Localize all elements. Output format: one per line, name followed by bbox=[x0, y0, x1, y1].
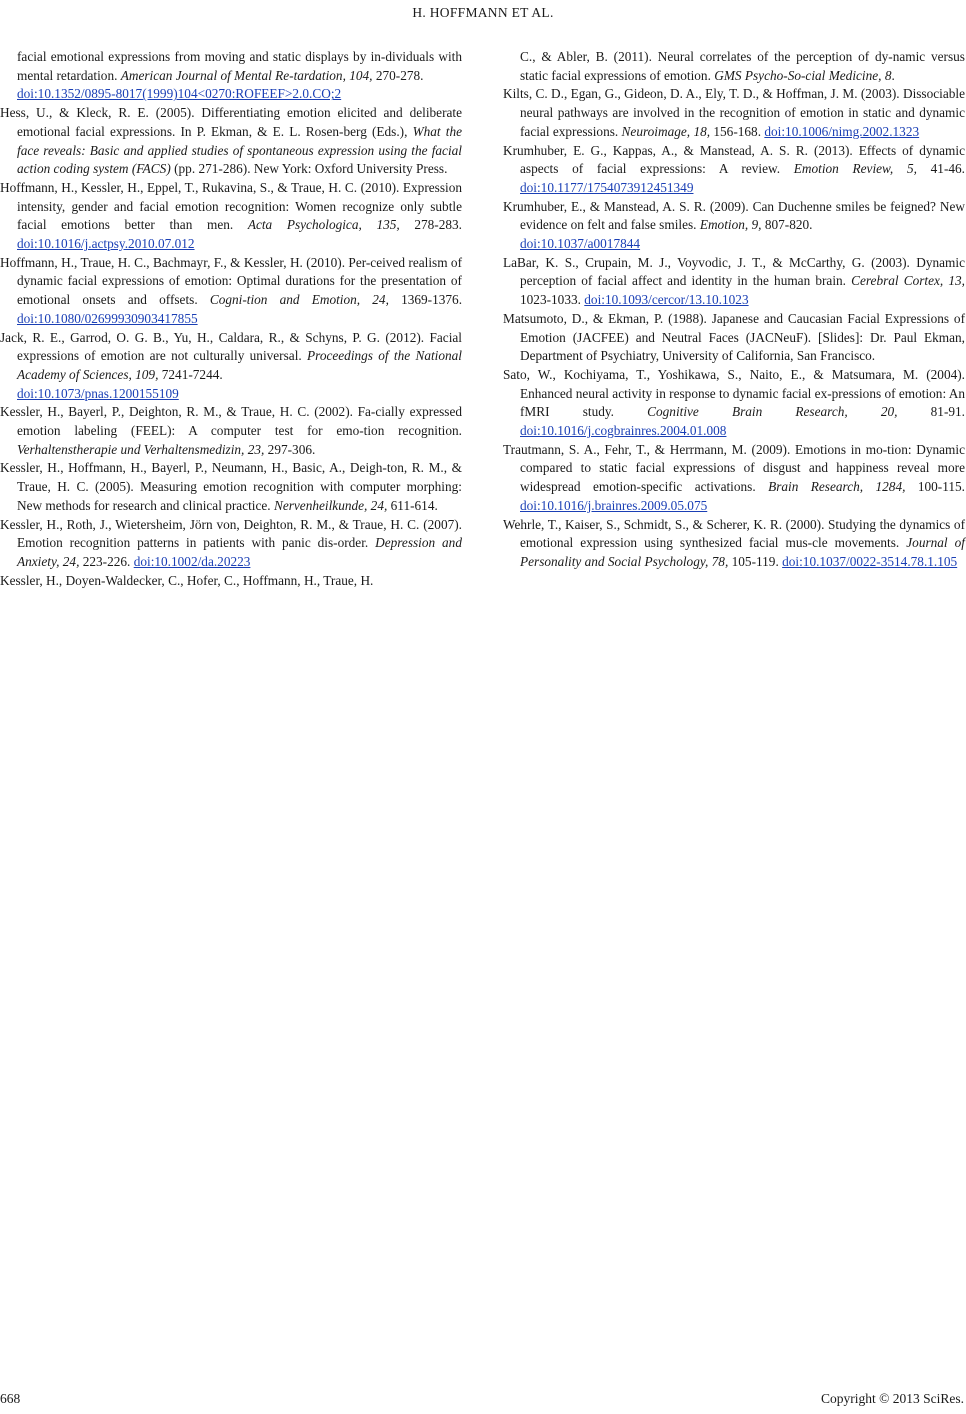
reference-text: C., & Abler, B. (2011). Neural correlates of the perception of dy-namic versus static facial expressions of emotion. bbox=[520, 49, 965, 83]
doi-line bbox=[17, 85, 462, 104]
doi-link[interactable]: doi:10.1037/0022-3514.78.1.105 bbox=[782, 553, 958, 569]
doi-link[interactable]: doi:10.1016/j.brainres.2009.05.075 bbox=[520, 497, 708, 513]
reference-pages: 297-306. bbox=[264, 441, 316, 457]
reference-pages: 278-283. bbox=[399, 217, 462, 233]
reference-text: Trautmann, S. A., Fehr, T., & Herrmann, M. (2009). Emotions in mo-tion: Dynamic compared to static facial expressions of disgust and happiness reveal more widespread emotion-specific activations. bbox=[503, 441, 965, 495]
reference-entry bbox=[0, 516, 462, 572]
reference-pages: 1369-1376. bbox=[388, 292, 463, 308]
reference-source: Brain Research, 1284, bbox=[768, 479, 906, 495]
reference-entry bbox=[0, 254, 462, 329]
reference-pages: 7241-7244. bbox=[158, 366, 223, 382]
reference-entry bbox=[503, 85, 965, 141]
reference-entry bbox=[503, 198, 965, 254]
reference-text: Hoffmann, H., Traue, H. C., Bachmayr, F., & Kessler, H. (2010). Per-ceived realism of dynamic facial expressions of emotion: Optimal durations for the presentation of emotional onsets and offsets. bbox=[0, 254, 462, 308]
references-right-column bbox=[503, 48, 965, 572]
reference-entry bbox=[503, 516, 965, 572]
doi-link[interactable]: doi:10.1073/pnas.1200155109 bbox=[17, 385, 179, 401]
reference-source: American Journal of Mental Re-tardation, 104, bbox=[120, 67, 373, 83]
reference-text: Hess, U., & Kleck, R. E. (2005). Differentiating emotion elicited and deliberate emotional facial expressions. In P. Ekman, & E. L. Rosen-berg (Eds.), bbox=[0, 105, 462, 139]
reference-pages: 223-226. bbox=[79, 553, 134, 569]
reference-pages: 611-614. bbox=[387, 497, 438, 513]
doi-link[interactable]: doi:10.1037/a0017844 bbox=[520, 236, 641, 252]
copyright-notice: Copyright © 2013 SciRes. bbox=[820, 1391, 964, 1406]
doi-link[interactable]: doi:10.1177/1754073912451349 bbox=[520, 179, 694, 195]
reference-text: Kilts, C. D., Egan, G., Gideon, D. A., Ely, T. D., & Hoffman, J. M. (2003). Dissociable neural pathways are involved in the recognition of emotion in static and dynamic facial expressions. bbox=[503, 86, 965, 139]
doi-link[interactable]: doi:10.1080/02699930903417855 bbox=[17, 310, 198, 326]
reference-source: GMS Psycho-So-cial Medicine, 8 bbox=[714, 67, 892, 83]
reference-source: What the face reveals: Basic and applied studies of spontaneous expression using the facial action coding system (FACS) bbox=[17, 123, 463, 177]
reference-source: Depression and Anxiety, 24, bbox=[17, 535, 462, 569]
reference-entry bbox=[503, 310, 965, 366]
doi-link[interactable]: doi:10.1093/cercor/13.10.1023 bbox=[584, 292, 749, 308]
reference-text: Kessler, H., Hoffmann, H., Bayerl, P., Neumann, H., Basic, A., Deigh-ton, R. M., & Traue, H. C. (2005). Measuring emotion recognition with computer morphing: New methods for research and clinical practice. bbox=[0, 460, 462, 513]
doi-link[interactable]: doi:10.1016/j.actpsy.2010.07.012 bbox=[17, 236, 195, 252]
reference-source: Nervenheilkunde, 24, bbox=[273, 497, 388, 513]
reference-entry bbox=[0, 572, 462, 591]
reference-pages: 41-46. bbox=[916, 161, 966, 177]
doi-link[interactable]: doi:10.1002/da.20223 bbox=[133, 553, 251, 569]
reference-pages: 156-168. bbox=[710, 123, 765, 139]
reference-entry bbox=[0, 179, 462, 254]
reference-source: Journal of Personality and Social Psychology, 78, bbox=[520, 535, 965, 569]
reference-entry bbox=[503, 441, 965, 516]
reference-text: Sato, W., Kochiyama, T., Yoshikawa, S., Naito, E., & Matsumara, M. (2004). Enhanced neural activity in response to dynamic facial ex-pressions of emotion: An fMRI study. bbox=[503, 366, 965, 420]
reference-pages: . bbox=[891, 67, 895, 83]
reference-pages: 105-119. bbox=[728, 553, 783, 569]
reference-text: Wehrle, T., Kaiser, S., Schmidt, S., & Scherer, K. R. (2000). Studying the dynamics of emotional expression using synthesized facial mus-cle movements. bbox=[503, 516, 965, 551]
reference-source: Emotion, 9, bbox=[699, 217, 762, 233]
doi-line bbox=[17, 385, 462, 404]
reference-pages: 270-278. bbox=[372, 67, 424, 83]
page-number: 668 bbox=[0, 1391, 21, 1406]
reference-source: Cogni-tion and Emotion, 24, bbox=[209, 292, 389, 308]
reference-source: Cognitive Brain Research, 20, bbox=[647, 404, 898, 420]
reference-text: Kessler, H., Bayerl, P., Deighton, R. M., & Traue, H. C. (2002). Fa-cially expressed emotion labeling (FEEL): A computer test for emo-tion recognition. bbox=[0, 404, 462, 439]
reference-entry bbox=[0, 459, 462, 515]
doi-link[interactable]: doi:10.1352/0895-8017(1999)104<0270:ROFEEF>2.0.CO;2 bbox=[17, 86, 342, 102]
reference-text: Kessler, H., Roth, J., Wietersheim, Jörn von, Deighton, R. M., & Traue, H. C. (2007). Emotion recognition patterns in patients with panic dis-order. bbox=[0, 516, 462, 551]
reference-entry bbox=[503, 48, 965, 85]
reference-text: Matsumoto, D., & Ekman, P. (1988). Japanese and Caucasian Facial Expressions of Emotion (JACFEE) and Neutral Faces (JACNeuF). [Slides]: Dr. Paul Ekman, Department of Psychiatry, University of California, San Francisco. bbox=[503, 310, 965, 364]
reference-pages: (pp. 271-286). New York: Oxford University Press. bbox=[170, 161, 448, 177]
reference-entry bbox=[503, 366, 965, 441]
reference-pages: 100-115. bbox=[905, 479, 965, 495]
reference-text: LaBar, K. S., Crupain, M. J., Voyvodic, J. T., & McCarthy, G. (2003). Dynamic perception of facial affect and identity in the human brain. bbox=[503, 254, 965, 289]
reference-source: Emotion Review, 5, bbox=[793, 161, 917, 177]
running-head: H. HOFFMANN ET AL. bbox=[412, 5, 554, 20]
reference-text: Kessler, H., Doyen-Waldecker, C., Hofer, C., Hoffmann, H., Traue, H. bbox=[0, 572, 374, 588]
reference-text: Hoffmann, H., Kessler, H., Eppel, T., Rukavina, S., & Traue, H. C. (2010). Expression intensity, gender and facial emotion recognition: Women recognize only subtle facial emotions better than men. bbox=[0, 179, 462, 233]
reference-entry bbox=[503, 254, 965, 310]
reference-source: Neuroimage, 18, bbox=[621, 123, 711, 139]
reference-source: Cerebral Cortex, 13, bbox=[851, 273, 965, 289]
reference-pages: 81-91. bbox=[897, 404, 965, 420]
reference-entry bbox=[503, 142, 965, 198]
reference-entry bbox=[0, 403, 462, 459]
reference-text: Jack, R. E., Garrod, O. G. B., Yu, H., Caldara, R., & Schyns, P. G. (2012). Facial expressions of emotion are not culturally universal. bbox=[0, 329, 462, 364]
reference-text: Krumhuber, E., & Manstead, A. S. R. (2009). Can Duchenne smiles be feigned? New evidence on felt and false smiles. bbox=[503, 198, 965, 233]
doi-link[interactable]: doi:10.1006/nimg.2002.1323 bbox=[764, 123, 920, 139]
reference-source: Proceedings of the National Academy of Sciences, 109, bbox=[17, 348, 463, 382]
reference-pages: 807-820. bbox=[761, 217, 813, 233]
reference-entry bbox=[0, 104, 462, 179]
doi-link[interactable]: doi:10.1016/j.cogbrainres.2004.01.008 bbox=[520, 423, 727, 439]
reference-text: facial emotional expressions from moving and static displays by in-dividuals with mental retardation. bbox=[17, 49, 462, 83]
references-left-column bbox=[0, 48, 462, 590]
reference-text: Krumhuber, E. G., Kappas, A., & Manstead, A. S. R. (2013). Effects of dynamic aspects of facial expressions: A review. bbox=[503, 142, 965, 177]
reference-source: Verhaltenstherapie und Verhaltensmedizin, 23, bbox=[17, 441, 265, 457]
reference-entry bbox=[0, 48, 462, 104]
reference-source: Acta Psychologica, 135, bbox=[247, 217, 400, 233]
doi-line bbox=[520, 235, 965, 254]
reference-entry bbox=[0, 329, 462, 404]
reference-pages: 1023-1033. bbox=[520, 292, 585, 308]
